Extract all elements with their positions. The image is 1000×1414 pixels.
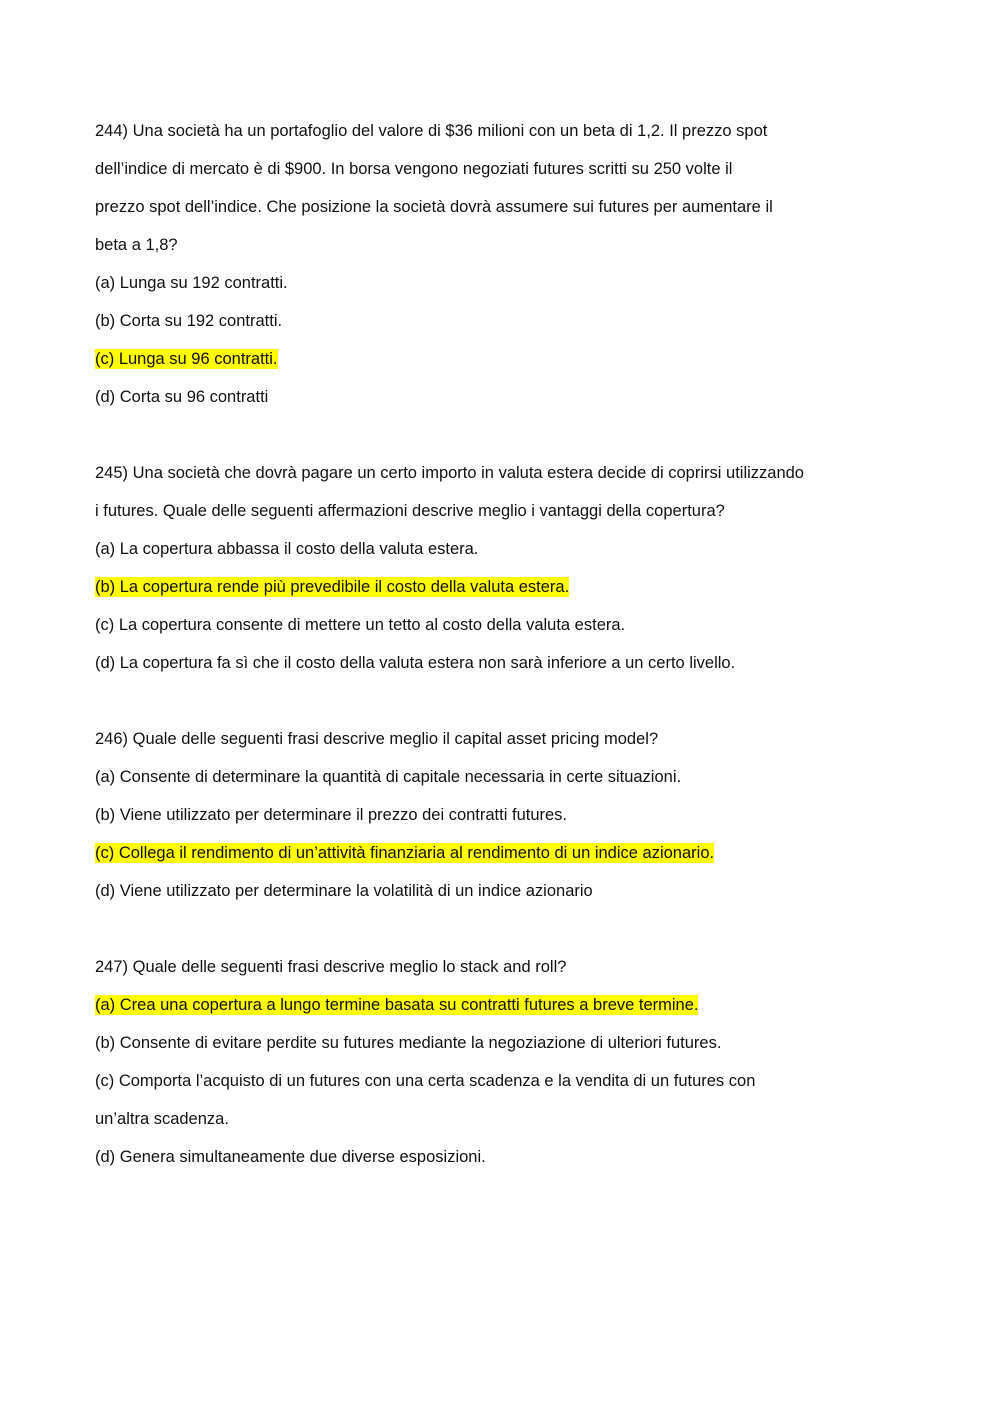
answer-option: (c) La copertura consente di mettere un tetto al costo della valuta estera. bbox=[95, 616, 626, 634]
answer-option: (d) La copertura fa sì che il costo della valuta estera non sarà inferiore a un certo livello. bbox=[95, 654, 736, 672]
answer-option: (b) Viene utilizzato per determinare il prezzo dei contratti futures. bbox=[95, 806, 568, 824]
highlighted-answer-text: (c) Lunga su 96 contratti. bbox=[95, 350, 278, 368]
answer-option: (d) Viene utilizzato per determinare la volatilità di un indice azionario bbox=[95, 882, 593, 900]
question-block bbox=[95, 112, 855, 416]
question-block bbox=[95, 720, 855, 910]
question-text-line: prezzo spot dell’indice. Che posizione la società dovrà assumere sui futures per aumentare il bbox=[95, 198, 773, 216]
answer-option: (d) Corta su 96 contratti bbox=[95, 388, 269, 406]
answer-option: (a) Consente di determinare la quantità di capitale necessaria in certe situazioni. bbox=[95, 768, 682, 786]
answer-option-correct bbox=[95, 340, 855, 378]
question-block bbox=[95, 948, 855, 1176]
highlighted-answer-text: (a) Crea una copertura a lungo termine basata su contratti futures a breve termine. bbox=[95, 996, 699, 1014]
question-text-line: 245) Una società che dovrà pagare un certo importo in valuta estera decide di coprirsi utilizzando bbox=[95, 464, 804, 482]
question-text-line: 247) Quale delle seguenti frasi descrive meglio lo stack and roll? bbox=[95, 958, 567, 976]
answer-option: (a) Lunga su 192 contratti. bbox=[95, 274, 288, 292]
answer-option: (a) La copertura abbassa il costo della valuta estera. bbox=[95, 540, 479, 558]
highlighted-answer-text: (b) La copertura rende più prevedibile il costo della valuta estera. bbox=[95, 578, 570, 596]
document-page bbox=[95, 112, 855, 1214]
question-text-line: dell’indice di mercato è di $900. In borsa vengono negoziati futures scritti su 250 volte il bbox=[95, 160, 733, 178]
answer-option-correct bbox=[95, 834, 855, 872]
answer-option: (d) Genera simultaneamente due diverse esposizioni. bbox=[95, 1148, 486, 1166]
question-text-line: 244) Una società ha un portafoglio del valore di $36 milioni con un beta di 1,2. Il prezzo spot bbox=[95, 122, 768, 140]
answer-option-correct bbox=[95, 568, 855, 606]
question-block bbox=[95, 454, 855, 682]
question-text-line: beta a 1,8? bbox=[95, 236, 178, 254]
answer-option: un’altra scadenza. bbox=[95, 1110, 229, 1128]
answer-option: (b) Corta su 192 contratti. bbox=[95, 312, 283, 330]
answer-option: (b) Consente di evitare perdite su futures mediante la negoziazione di ulteriori futures. bbox=[95, 1034, 722, 1052]
highlighted-answer-text: (c) Collega il rendimento di un’attività finanziaria al rendimento di un indice azionario. bbox=[95, 844, 715, 862]
answer-option: (c) Comporta l’acquisto di un futures con una certa scadenza e la vendita di un futures con bbox=[95, 1072, 756, 1090]
question-text-line: 246) Quale delle seguenti frasi descrive meglio il capital asset pricing model? bbox=[95, 730, 659, 748]
question-text-line: i futures. Quale delle seguenti affermazioni descrive meglio i vantaggi della copertura? bbox=[95, 502, 725, 520]
answer-option-correct bbox=[95, 986, 855, 1024]
